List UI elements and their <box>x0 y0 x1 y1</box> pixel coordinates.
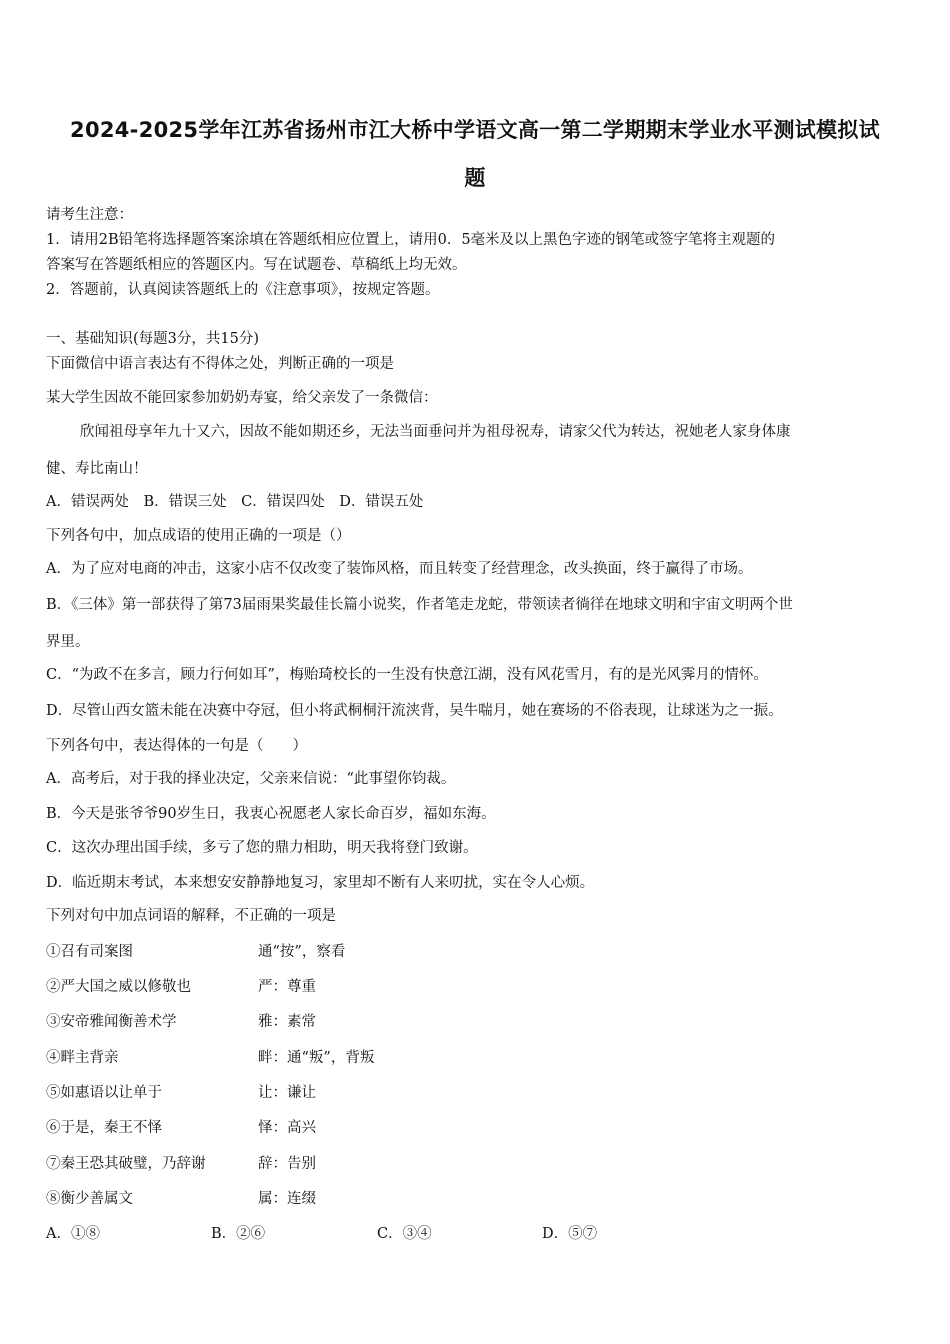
q3-option-a: A．高考后，对于我的择业决定，父亲来信说：“此事望你钧裁。 <box>46 771 456 787</box>
q4-item-left: ①召有司案图 <box>46 944 133 960</box>
q4-item-left: ④畔主背亲 <box>46 1050 119 1066</box>
exam-title-line2: 题 <box>464 166 486 190</box>
q2-option-b2: 界里。 <box>46 634 90 650</box>
q4-item-left: ③安帝雅闻衡善术学 <box>46 1014 177 1030</box>
q1-options: A．错误两处 B．错误三处 C．错误四处 D．错误五处 <box>46 494 424 510</box>
q1-context: 某大学生因故不能回家参加奶奶寿宴，给父亲发了一条微信： <box>46 390 438 406</box>
section-heading: 一、基础知识(每题3分，共15分) <box>46 331 259 347</box>
q1-message-b: 健、寿比南山！ <box>46 461 148 477</box>
q3-stem: 下列各句中，表达得体的一句是（ ） <box>46 738 307 754</box>
q4-item-right: 辞：告别 <box>258 1156 316 1172</box>
q2-option-a: A．为了应对电商的冲击，这家小店不仅改变了装饰风格，而且转变了经营理念，改头换面，终于赢得了市场。 <box>46 561 753 577</box>
q4-stem: 下列对句中加点词语的解释，不正确的一项是 <box>46 908 336 924</box>
q4-item-right: 让：谦让 <box>258 1085 316 1101</box>
q4-item-left: ⑧衡少善属文 <box>46 1191 133 1207</box>
notice-heading: 请考生注意： <box>46 207 133 223</box>
q2-option-b1: B．《三体》第一部获得了第73届雨果奖最佳长篇小说奖，作者笔走龙蛇，带领读者徜徉在地球文明和宇宙文明两个世 <box>46 597 793 613</box>
q4-item-right: 通“按”，察看 <box>258 944 346 960</box>
q4-item-right: 严：尊重 <box>258 979 316 995</box>
q4-item-right: 畔：通“叛”，背叛 <box>258 1050 375 1066</box>
q4-item-left: ⑦秦王恐其破璧，乃辞谢 <box>46 1156 206 1172</box>
q2-option-c: C．“为政不在多言，顾力行何如耳”，梅贻琦校长的一生没有快意江湖，没有风花雪月，有的是光风霁月的情怀。 <box>46 667 768 683</box>
q1-stem: 下面微信中语言表达有不得体之处，判断正确的一项是 <box>46 356 394 372</box>
q3-option-d: D．临近期末考试，本来想安安静静地复习，家里却不断有人来叨扰，实在令人心烦。 <box>46 875 595 891</box>
q1-message-a: 欣闻祖母享年九十又六，因故不能如期还乡，无法当面垂问并为祖母祝寿，请家父代为转达，祝她老人家身体康 <box>80 424 791 440</box>
q4-option-a: A．①⑧ <box>46 1226 100 1242</box>
q3-option-c: C．这次办理出国手续，多亏了您的鼎力相助，明天我将登门致谢。 <box>46 840 478 856</box>
q4-option-b: B．②⑥ <box>211 1226 266 1242</box>
q4-item-left: ⑥于是，秦王不怿 <box>46 1120 162 1136</box>
q4-item-left: ⑤如惠语以让单于 <box>46 1085 162 1101</box>
q4-item-right: 雅：素常 <box>258 1014 316 1030</box>
q4-item-left: ②严大国之威以修敬也 <box>46 979 191 995</box>
q4-item-right: 属：连缀 <box>258 1191 316 1207</box>
notice-item-2: 2．答题前，认真阅读答题纸上的《注意事项》，按规定答题。 <box>46 282 440 298</box>
q3-option-b: B．今天是张爷爷90岁生日，我衷心祝愿老人家长命百岁，福如东海。 <box>46 806 496 822</box>
q4-item-right: 怿：高兴 <box>258 1120 316 1136</box>
q4-option-d: D．⑤⑦ <box>542 1226 598 1242</box>
q4-option-c: C．③④ <box>377 1226 432 1242</box>
q2-stem: 下列各句中，加点成语的使用正确的一项是（） <box>46 528 351 544</box>
exam-title-line1: 2024-2025学年江苏省扬州市江大桥中学语文高一第二学期期末学业水平测试模拟试 <box>70 118 880 142</box>
notice-item-1a: 1．请用2B铅笔将选择题答案涂填在答题纸相应位置上，请用0．5毫米及以上黑色字迹的钢笔或签字笔将主观题的 <box>46 232 776 248</box>
q2-option-d: D．尽管山西女篮未能在决赛中夺冠，但小将武桐桐汗流浃背，吴牛喘月，她在赛场的不俗表现，让球迷为之一振。 <box>46 703 783 719</box>
notice-item-1b: 答案写在答题纸相应的答题区内。写在试题卷、草稿纸上均无效。 <box>46 257 467 273</box>
